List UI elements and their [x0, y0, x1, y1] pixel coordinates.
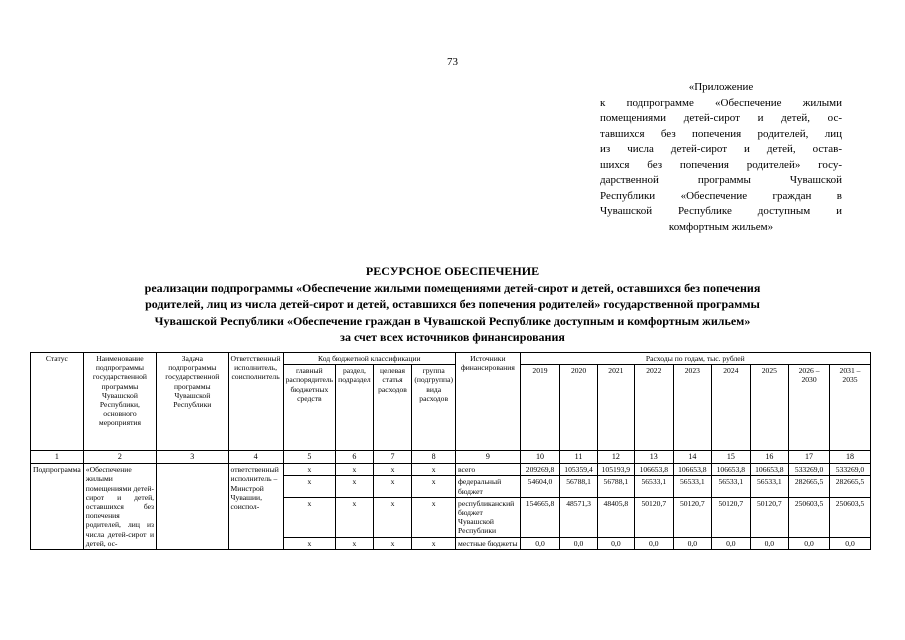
value-cell: 56533,1: [673, 476, 712, 497]
column-number: 1: [31, 451, 84, 464]
code-cell: x: [283, 476, 336, 497]
appendix-line: дарственной программы Чувашской: [600, 174, 842, 186]
column-number: 7: [373, 451, 412, 464]
appendix-line: Чувашской Республике доступным и: [600, 205, 842, 217]
header-target: целевая статья расходов: [373, 365, 412, 451]
code-cell: x: [336, 497, 374, 537]
resource-table: [30, 352, 871, 550]
value-cell: 48571,3: [560, 497, 597, 537]
value-cell: 154665,8: [520, 497, 560, 537]
header-group: группа (подгруппа) вида расходов: [412, 365, 456, 451]
value-cell: 105193,9: [597, 464, 634, 476]
status-cell: Подпрограмма: [31, 464, 84, 550]
appendix-line: к подпрограмме «Обеспечение жилыми: [600, 96, 842, 109]
value-cell: 0,0: [560, 537, 597, 549]
header-status: Статус: [31, 353, 84, 451]
column-number: 12: [597, 451, 634, 464]
value-cell: 56533,1: [750, 476, 789, 497]
header-budget-code: Код бюджетной классификации: [283, 353, 455, 365]
value-cell: 0,0: [673, 537, 712, 549]
header-year: 2031 – 2035: [830, 365, 871, 451]
column-number: 5: [283, 451, 336, 464]
header-sources: Источники финансирования: [456, 353, 521, 451]
value-cell: 282665,5: [830, 476, 871, 497]
source-cell: федеральный бюджет: [456, 476, 521, 497]
code-cell: x: [373, 537, 412, 549]
column-number: 14: [673, 451, 712, 464]
value-cell: 533269,0: [830, 464, 871, 476]
code-cell: x: [373, 476, 412, 497]
code-cell: x: [336, 537, 374, 549]
appendix-line: шихся без попечения родителей» госу-: [600, 158, 842, 171]
header-year: 2024: [712, 365, 751, 451]
appendix-line: из числа детей-сирот и детей, остав-: [600, 143, 842, 155]
column-number: 17: [789, 451, 830, 464]
column-number: 6: [336, 451, 374, 464]
header-name: Наименование подпрограммы государственной программы Чувашской Республики, основного мероприятия: [83, 353, 156, 451]
code-cell: x: [373, 464, 412, 476]
appendix-line: «Приложение: [688, 81, 754, 93]
title-line: Чувашской Республики «Обеспечение граждан в Чувашской Республике доступным и комфортным жильем»: [154, 313, 751, 328]
value-cell: 0,0: [712, 537, 751, 549]
column-number: 10: [520, 451, 560, 464]
value-cell: 48405,8: [597, 497, 634, 537]
value-cell: 282665,5: [789, 476, 830, 497]
value-cell: 533269,0: [789, 464, 830, 476]
column-number: 16: [750, 451, 789, 464]
header-task: Задача подпрограммы государственной программы Чувашской Республики: [157, 353, 228, 451]
header-year: 2026 – 2030: [789, 365, 830, 451]
value-cell: 250603,5: [830, 497, 871, 537]
source-cell: местные бюджеты: [456, 537, 521, 549]
value-cell: 56533,1: [712, 476, 751, 497]
table-row: [31, 464, 871, 476]
column-number: 4: [228, 451, 283, 464]
value-cell: 250603,5: [789, 497, 830, 537]
column-number: 9: [456, 451, 521, 464]
header-year: 2020: [560, 365, 597, 451]
header-section: раздел, подраздел: [336, 365, 374, 451]
code-cell: x: [412, 497, 456, 537]
task-cell: [157, 464, 228, 550]
value-cell: 56788,1: [560, 476, 597, 497]
appendix-line: Республики «Обеспечение граждан в: [600, 189, 842, 202]
title-line: родителей, лиц из числа детей-сирот и детей, оставшихся без попечения родителей» государственной программы: [145, 297, 760, 311]
title-main: РЕСУРСНОЕ ОБЕСПЕЧЕНИЕ: [365, 264, 540, 278]
source-cell: всего: [456, 464, 521, 476]
value-cell: 0,0: [520, 537, 560, 549]
column-number: 3: [157, 451, 228, 464]
value-cell: 0,0: [830, 537, 871, 549]
value-cell: 56533,1: [635, 476, 674, 497]
value-cell: 50120,7: [635, 497, 674, 537]
value-cell: 106653,8: [712, 464, 751, 476]
value-cell: 105359,4: [560, 464, 597, 476]
value-cell: 50120,7: [673, 497, 712, 537]
appendix-line: тавшихся без попечения родителей, лиц: [600, 127, 842, 140]
source-cell: республиканский бюджет Чувашской Республики: [456, 497, 521, 537]
header-responsible: Ответственный исполнитель, соисполнитель: [228, 353, 283, 451]
page-number: 73: [447, 56, 458, 68]
code-cell: x: [336, 464, 374, 476]
value-cell: 0,0: [789, 537, 830, 549]
responsible-cell: ответственный исполнитель – Минстрой Чувашии, соиспол-: [228, 464, 283, 550]
header-year: 2022: [635, 365, 674, 451]
appendix-note: [600, 80, 842, 235]
value-cell: 54604,0: [520, 476, 560, 497]
appendix-line: комфортным жильем»: [668, 220, 774, 233]
code-cell: x: [283, 537, 336, 549]
column-number: 11: [560, 451, 597, 464]
value-cell: 0,0: [597, 537, 634, 549]
column-number: 15: [712, 451, 751, 464]
value-cell: 106653,8: [673, 464, 712, 476]
value-cell: 106653,8: [635, 464, 674, 476]
title-line: реализации подпрограммы «Обеспечение жилыми помещениями детей-сирот и детей, оставшихся без попечения: [144, 280, 761, 295]
appendix-line: помещениями детей-сирот и детей, ос-: [600, 112, 842, 124]
column-number: 2: [83, 451, 156, 464]
column-number: 8: [412, 451, 456, 464]
title-line: за счет всех источников финансирования: [340, 330, 565, 344]
code-cell: x: [412, 537, 456, 549]
document-title: [80, 263, 825, 346]
code-cell: x: [412, 464, 456, 476]
code-cell: x: [336, 476, 374, 497]
header-main-manager: главный распорядитель бюджетных средств: [283, 365, 336, 451]
header-year: 2023: [673, 365, 712, 451]
column-number: 13: [635, 451, 674, 464]
code-cell: x: [283, 497, 336, 537]
header-year: 2025: [750, 365, 789, 451]
value-cell: 0,0: [750, 537, 789, 549]
name-cell: «Обеспечение жилыми помещениями детей-сирот и детей, оставшихся без попечения родителей, лиц из числа детей-сирот и детей, ос-: [83, 464, 156, 550]
header-row: [31, 353, 871, 365]
value-cell: 56788,1: [597, 476, 634, 497]
value-cell: 0,0: [635, 537, 674, 549]
value-cell: 106653,8: [750, 464, 789, 476]
header-year: 2021: [597, 365, 634, 451]
column-number: 18: [830, 451, 871, 464]
column-number-row: [31, 451, 871, 464]
code-cell: x: [283, 464, 336, 476]
value-cell: 50120,7: [750, 497, 789, 537]
header-expenses: Расходы по годам, тыс. рублей: [520, 353, 870, 365]
value-cell: 209269,8: [520, 464, 560, 476]
value-cell: 50120,7: [712, 497, 751, 537]
header-year: 2019: [520, 365, 560, 451]
code-cell: x: [373, 497, 412, 537]
code-cell: x: [412, 476, 456, 497]
